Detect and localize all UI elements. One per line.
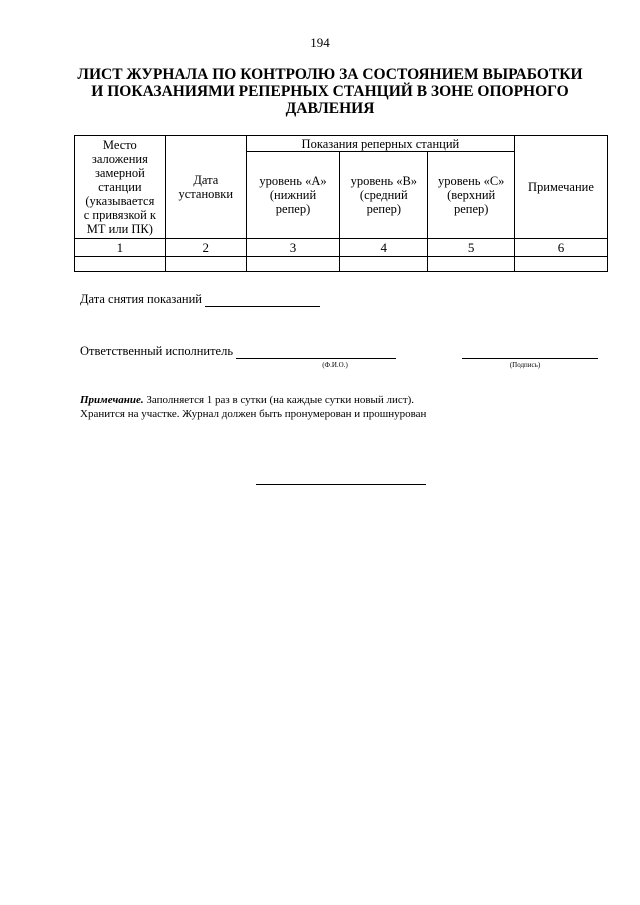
signature-caption: (Подпись) — [509, 361, 541, 369]
header-place: Место заложения замерной станции (указывается с привязкой к МТ или ПК) — [75, 136, 166, 239]
note-text-1: Заполняется 1 раз в сутки (на каждые сутки новый лист). — [146, 394, 415, 406]
column-number: 2 — [165, 239, 246, 257]
reading-date-label: Дата снятия показаний — [80, 292, 202, 306]
document-title — [60, 66, 600, 117]
table-cell[interactable] — [340, 257, 428, 272]
reading-date-field — [80, 292, 320, 307]
fio-caption: (Ф.И.О.) — [322, 361, 348, 369]
signature-blank[interactable] — [462, 346, 598, 359]
responsible-label: Ответственный исполнитель — [80, 344, 234, 358]
column-number: 4 — [340, 239, 428, 257]
fio-blank[interactable] — [236, 346, 396, 359]
table-cell[interactable] — [75, 257, 166, 272]
table-cell[interactable] — [165, 257, 246, 272]
title-line-3: ДАВЛЕНИЯ — [285, 100, 375, 117]
header-level-c: уровень «С» (верхний репер) — [428, 152, 515, 239]
table-row — [75, 257, 608, 272]
header-level-a: уровень «А» (нижний репер) — [246, 152, 339, 239]
note-block — [80, 393, 600, 421]
column-number: 5 — [428, 239, 515, 257]
end-divider — [256, 484, 426, 485]
header-install-date: Дата установки — [165, 136, 246, 239]
note-line-2: Хранится на участке. Журнал должен быть пронумерован и прошнурован — [80, 408, 427, 420]
column-number: 6 — [514, 239, 607, 257]
table-cell[interactable] — [514, 257, 607, 272]
page-number: 194 — [310, 35, 330, 50]
responsible-field — [80, 344, 396, 359]
header-note: Примечание — [514, 136, 607, 239]
column-number: 3 — [246, 239, 339, 257]
column-number-row — [75, 239, 608, 257]
table-header-row — [75, 136, 608, 152]
header-station-readings: Показания реперных станций — [246, 136, 514, 152]
table-cell[interactable] — [246, 257, 339, 272]
header-level-b: уровень «В» (средний репер) — [340, 152, 428, 239]
column-number: 1 — [75, 239, 166, 257]
note-lead: Примечание. — [80, 394, 144, 406]
table-cell[interactable] — [428, 257, 515, 272]
note-line-1 — [80, 393, 600, 407]
reading-date-blank[interactable] — [205, 294, 320, 307]
journal-table — [74, 135, 608, 272]
title-line-2: И ПОКАЗАНИЯМИ РЕПЕРНЫХ СТАНЦИЙ В ЗОНЕ ОПОРНОГО — [91, 83, 569, 100]
title-line-1: ЛИСТ ЖУРНАЛА ПО КОНТРОЛЮ ЗА СОСТОЯНИЕМ ВЫРАБОТКИ — [77, 66, 583, 83]
